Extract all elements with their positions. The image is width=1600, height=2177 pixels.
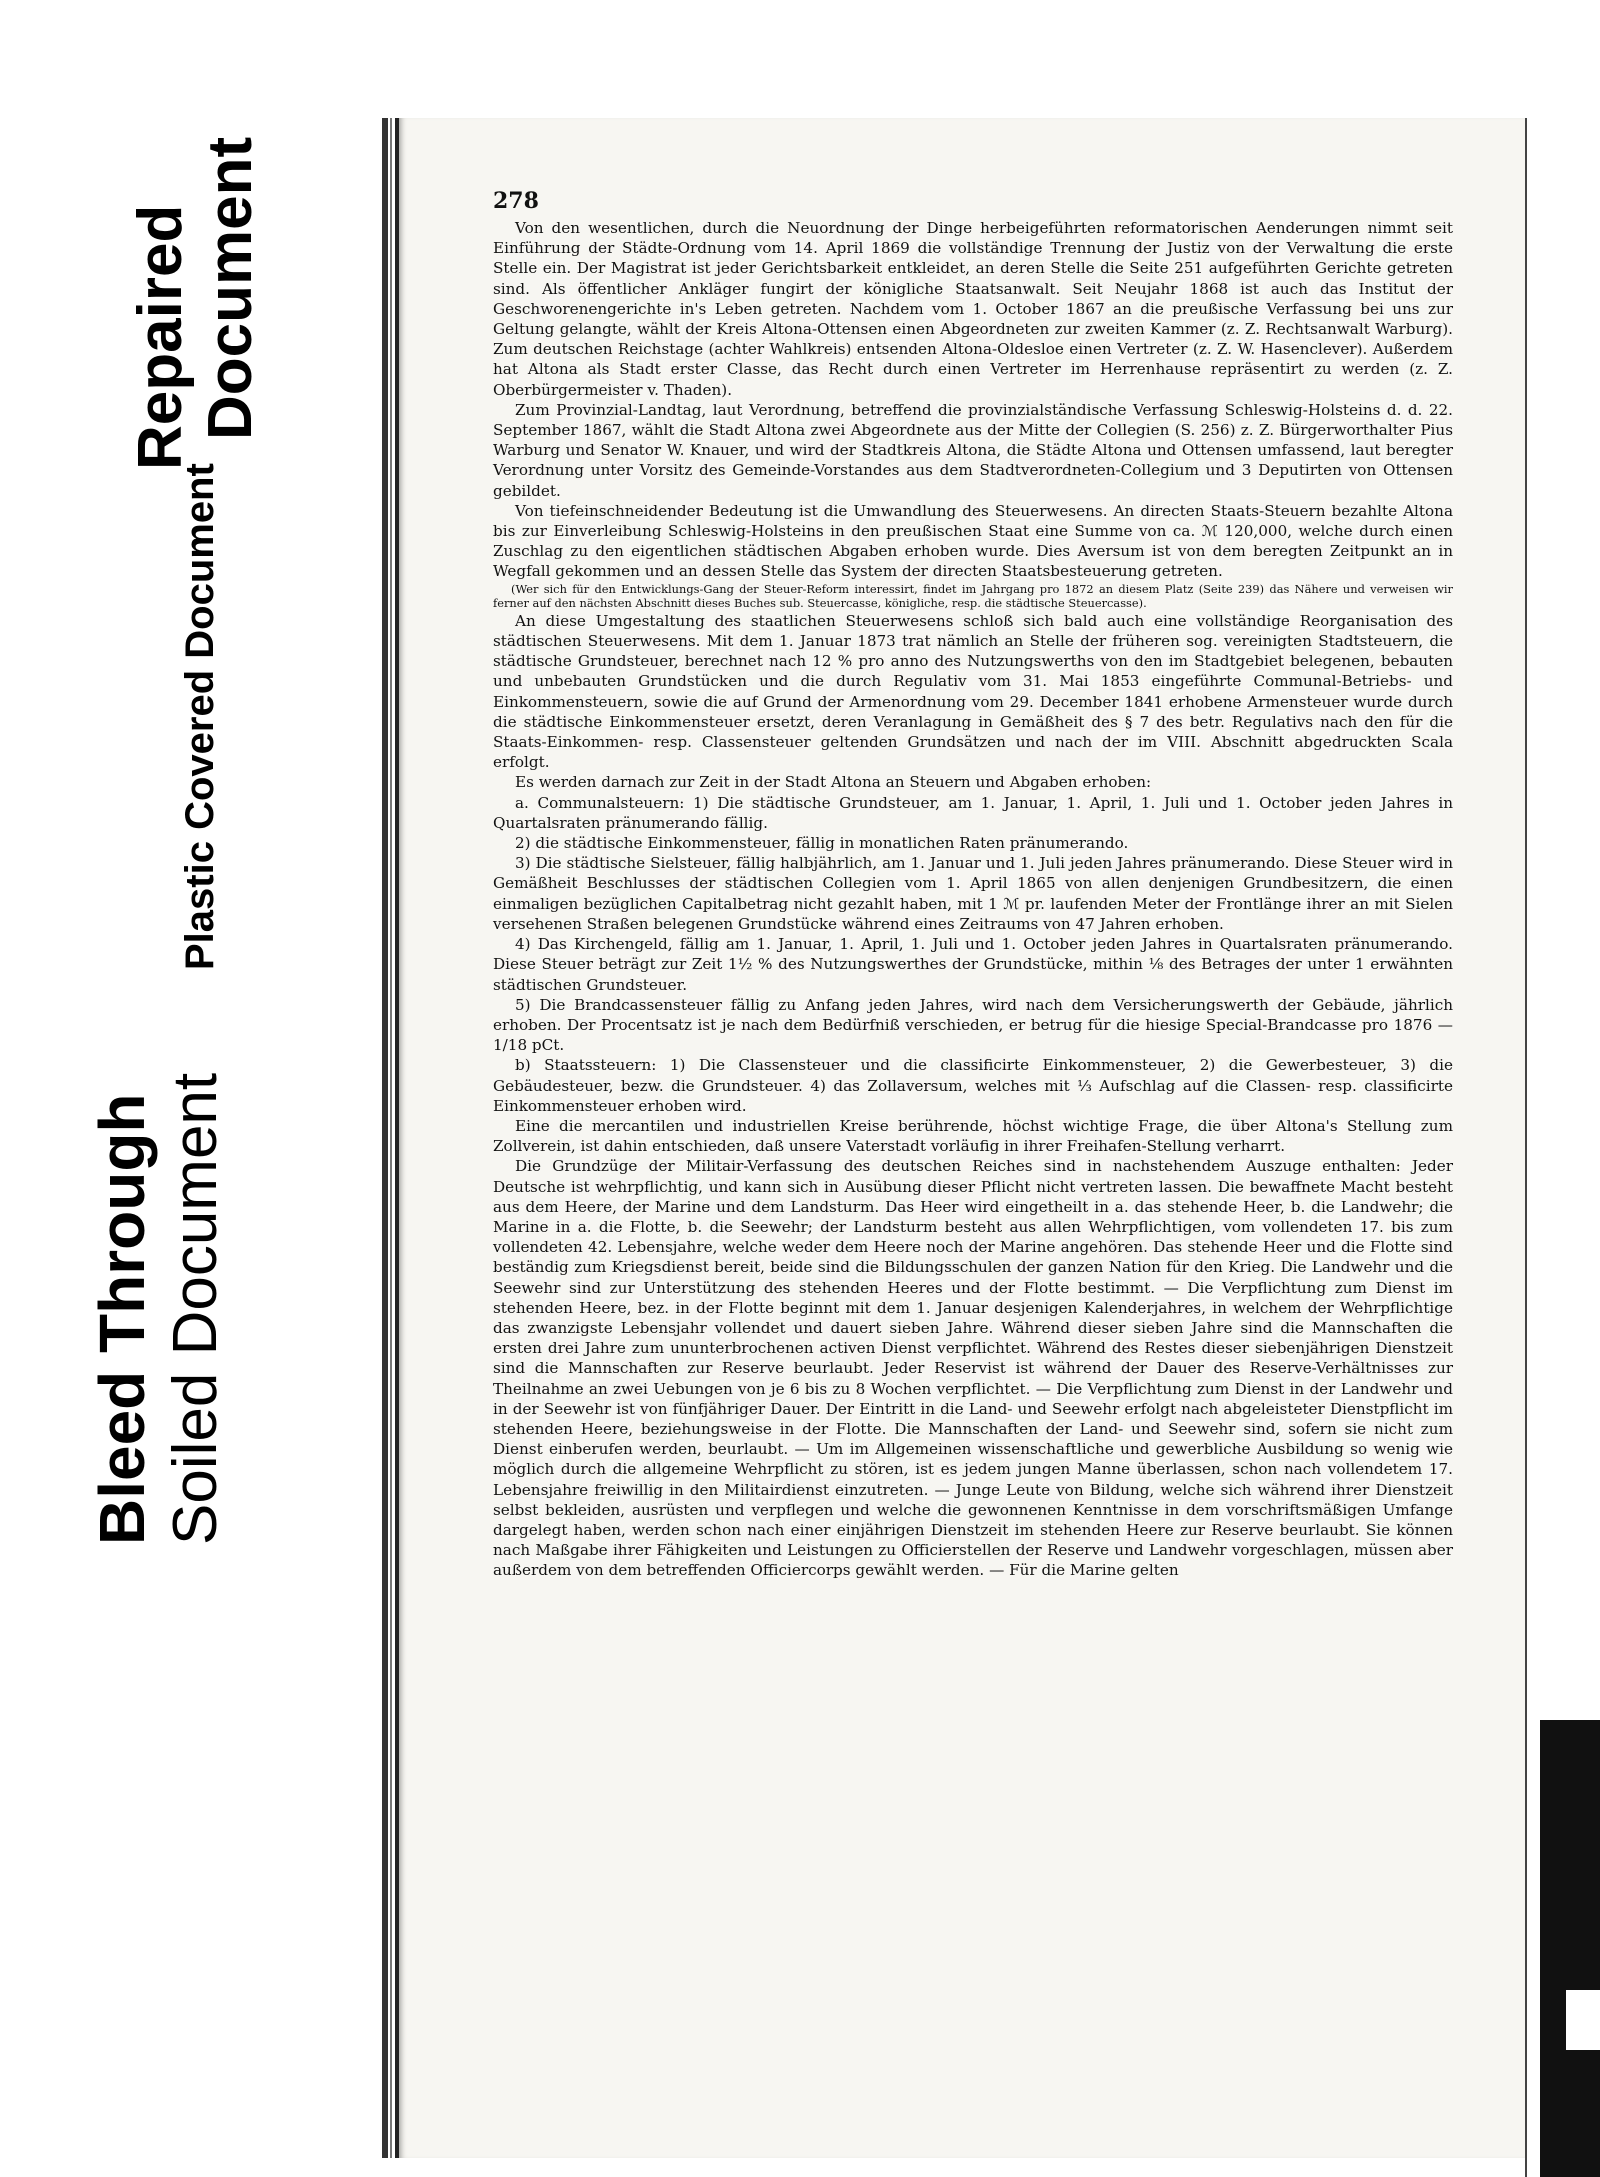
paragraph-church-money: 4) Das Kirchengeld, fällig am 1. Januar, 1. April, 1. Juli und 1. October jeden Jahres in Quartalsraten pränumerando. Diese Steuer beträgt zur Zeit 1½ % des Nutzungswerthes der Grundstücke, mithin ⅛ des Betrages der unter 1 erwähnten städtischen Grundsteuer. bbox=[493, 935, 1453, 994]
page-binding-edge-inner bbox=[390, 118, 392, 2158]
paragraph-provincial-landtag: Zum Provinzial-Landtag, laut Verordnung, betreffend die provinzialständische Verfassung Schleswig-Holsteins d. d. 22. September 1867, wählt die Stadt Altona zwei Abgeordnete aus der Mitte der Collegien (S. 256) z. Z. Bürgerworthalter Pius Warburg und Senator W. Knauer, und wird der Stadtkreis Altona, die Städte Altona und Ottensen umfassend, laut beregter Verordnung unter Vorsitz des Gemeinde-Vorstandes aus dem Stadtverordneten-Collegium und 3 Deputirten von Ottensen gebildet. bbox=[493, 400, 1453, 500]
page-binding-edge bbox=[382, 118, 388, 2158]
paragraph-customs-union: Eine die mercantilen und industriellen Kreise berührende, höchst wichtige Frage, die über Altona's Stellung zum Zollverein, ist dahin entschieden, daß unsere Vaterstadt vorläufig in ihrer Freihafen-Stellung verharrt. bbox=[493, 1116, 1453, 1156]
stamp-soiled-document: Soiled Document bbox=[161, 1072, 230, 1545]
stamp-repaired-document: Document bbox=[196, 136, 265, 440]
page-number: 278 bbox=[493, 188, 539, 214]
paragraph-communal-taxes: a. Communalsteuern: 1) Die städtische Grundsteuer, am 1. Januar, 1. April, 1. Juli und 1. October jeden Jahres in Quartalsraten pränumerando fällig. bbox=[493, 793, 1453, 832]
page-body bbox=[493, 218, 1453, 1581]
stamp-repaired: Repaired bbox=[126, 204, 195, 470]
paragraph-income-tax: 2) die städtische Einkommensteuer, fällig in monatlichen Raten pränumerando. bbox=[515, 834, 1129, 853]
paragraph-tax-reform: Von tiefeinschneidender Bedeutung ist die Umwandlung des Steuerwesens. An directen Staats-Steuern bezahlte Altona bis zur Einverleibung Schleswig-Holsteins in den preußischen Staat eine Summe von ca. ℳ 120,000, welche durch einen Zuschlag zu den eigentlichen städtischen Abgaben erhoben wurde. Dies Aversum ist von dem beregten Zeitpunkt an in Wegfall gekommen und an dessen Stelle das System der directen Staatsbesteuerung getreten. bbox=[493, 501, 1453, 581]
stamp-plastic-covered: Plastic Covered Document bbox=[178, 463, 222, 970]
paragraph-fire-insurance-tax: 5) Die Brandcassensteuer fällig zu Anfang jeden Jahres, wird nach dem Versicherungswerth der Gebäude, jährlich erhoben. Der Procentsatz ist je nach dem Bedürfniß verschieden, er betrug für die hiesige Special-Brandcasse pro 1876 — 1/18 pCt. bbox=[493, 995, 1453, 1055]
scan-dark-area bbox=[1540, 1720, 1600, 2177]
paragraph-sewer-tax: 3) Die städtische Sielsteuer, fällig halbjährlich, am 1. Januar und 1. Juli jeden Jahres pränumerando. Diese Steuer wird in Gemäßheit Beschlusses der städtischen Collegien vom 1. April 1865 von allen denjenigen Grundbesitzern, die einen einmaligen bezüglichen Capitalbetrag nicht gezahlt haben, mit 1 ℳ pr. laufenden Meter der Frontlänge ihrer an mit Sielen versehenen Straßen belegenen Grundstücke während eines Zeitraums von 47 Jahren erhoben. bbox=[493, 854, 1453, 933]
stamp-bleed-through: Bleed Through bbox=[86, 1093, 158, 1545]
paragraph-justice: Von den wesentlichen, durch die Neuordnung der Dinge herbeigeführten reformatorischen Aenderungen nimmt seit Einführung der Städte-Ordnung vom 14. April 1869 die vollständige Trennung der Justiz von der Verwaltung die erste Stelle ein. Der Magistrat ist jeder Gerichtsbarkeit entkleidet, an deren Stelle die Seite 251 aufgeführten Gerichte getreten sind. Als öffentlicher Ankläger fungirt der königliche Staatsanwalt. Seit Neujahr 1868 ist auch das Institut der Geschworenengerichte in's Leben getreten. Nachdem vom 1. October 1867 an die preußische Verfassung bei uns zur Geltung gelangte, wählt der Kreis Altona-Ottensen einen Abgeordneten zur zweiten Kammer (z. Z. Rechtsanwalt Warburg). Zum deutschen Reichstage (achter Wahlkreis) entsenden Altona-Oldesloe einen Vertreter (z. Z. W. Hasenclever). Außerdem hat Altona als Stadt erster Classe, das Recht durch einen Vertreter im Herrenhause repräsentirt zu werden (z. Z. Oberbürgermeister v. Thaden). bbox=[493, 219, 1453, 399]
paragraph-state-taxes: b) Staatssteuern: 1) Die Classensteuer und die classificirte Einkommensteuer, 2) die Gewerbesteuer, 3) die Gebäudesteuer, bezw. die Grundsteuer. 4) das Zollaversum, welches mit ⅓ Aufschlag auf die Classen- resp. classificirte Einkommensteuer erhoben wird. bbox=[493, 1056, 1453, 1115]
paragraph-tax-reorganisation: An diese Umgestaltung des staatlichen Steuerwesens schloß sich bald auch eine vollständige Reorganisation des städtischen Steuerwesens. Mit dem 1. Januar 1873 trat nämlich an Stelle der früheren sog. vereinigten Stadtsteuern, die städtische Grundsteuer, berechnet nach 12 % pro anno des Nutzungswerths von den im Stadtgebiet belegenen, bebauten und unbebauten Grundstücken und die durch Regulativ vom 31. Mai 1853 eingeführte Communal-Betriebs- und Einkommensteuern, sowie die auf Grund der Armenordnung vom 29. December 1841 erhobene Armensteuer wurde durch die städtische Einkommensteuer ersetzt, deren Veranlagung in Gemäßheit des § 7 des betr. Regulativs nach den für die Staats-Einkommen- resp. Classensteuer geltenden Grundsätzen und nach der im VIII. Abschnitt abgedruckten Scala erfolgt. bbox=[493, 611, 1453, 772]
scan-light-notch bbox=[1566, 1990, 1600, 2050]
paragraph-taxes-intro: Es werden darnach zur Zeit in der Stadt Altona an Steuern und Abgaben erhoben: bbox=[515, 773, 1152, 792]
paragraph-note: (Wer sich für den Entwicklungs-Gang der Steuer-Reform interessirt, findet im Jahrgang pro 1872 an diesem Platz (Seite 239) das Nähere und verweisen wir ferner auf den nächsten Abschnitt dieses Buches sub. Steuercasse, königliche, resp. die städtische Steuercasse). bbox=[493, 581, 1453, 611]
paragraph-military: Die Grundzüge der Militair-Verfassung des deutschen Reiches sind in nachstehendem Auszuge enthalten: Jeder Deutsche ist wehrpflichtig, und kann sich in Ausübung dieser Pflicht nicht vertreten lassen. Die bewaffnete Macht besteht aus dem Heere, der Marine und dem Landsturm. Das Heer wird eingetheilt in a. das stehende Heer, b. die Landwehr; die Marine in a. die Flotte, b. die Seewehr; der Landsturm besteht aus allen Wehrpflichtigen, vom vollendeten 17. bis zum vollendeten 42. Lebensjahre, welche weder dem Heere noch der Marine angehören. Das stehende Heer und die Flotte sind beständig zum Kriegsdienst bereit, beide sind die Bildungsschulen der ganzen Nation für den Krieg. Die Landwehr und die Seewehr sind zur Unterstützung des stehenden Heeres und der Flotte bestimmt. — Die Verpflichtung zum Dienst im stehenden Heere, bez. in der Flotte beginnt mit dem 1. Januar desjenigen Kalenderjahres, in welchem der Wehrpflichtige das zwanzigste Lebensjahr vollendet und dauert sieben Jahre. Während dieser sieben Jahre sind die Mannschaften die ersten drei Jahre zum ununterbrochenen activen Dienst verpflichtet. Während des Restes dieser siebenjährigen Dienstzeit sind die Mannschaften zur Reserve beurlaubt. Jeder Reservist ist während der Dauer des Reserve-Verhältnisses zur Theilnahme an zwei Uebungen von je 6 bis zu 8 Wochen verpflichtet. — Die Verpflichtung zum Dienst in der Landwehr und in der Seewehr ist von fünfjähriger Dauer. Der Eintritt in die Land- und Seewehr erfolgt nach abgeleisteter Dienstpflicht im stehenden Heere, beziehungsweise in der Flotte. Die Mannschaften der Land- und Seewehr sind, sofern sie nicht zum Dienst einberufen werden, beurlaubt. — Um im Allgemeinen wissenschaftliche und gewerbliche Ausbildung so wenig wie möglich durch die allgemeine Wehrpflicht zu stören, ist es jedem jungen Manne überlassen, schon nach vollendetem 17. Lebensjahre freiwillig in den Militairdienst einzutreten. — Junge Leute von Bildung, welche sich während ihrer Dienstzeit selbst bekleiden, ausrüsten und verpflegen und welche die gewonnenen Kenntnisse in dem vorschriftsmäßigen Umfange dargelegt haben, werden schon nach einer einjährigen Dienstzeit im stehenden Heere zur Reserve beurlaubt. Sie können nach Maßgabe ihrer Fähigkeiten und Leistungen zu Officierstellen der Reserve und Landwehr vorgeschlagen, müssen aber außerdem von dem betreffenden Officiercorps gewählt werden. — Für die Marine gelten bbox=[493, 1157, 1453, 1580]
